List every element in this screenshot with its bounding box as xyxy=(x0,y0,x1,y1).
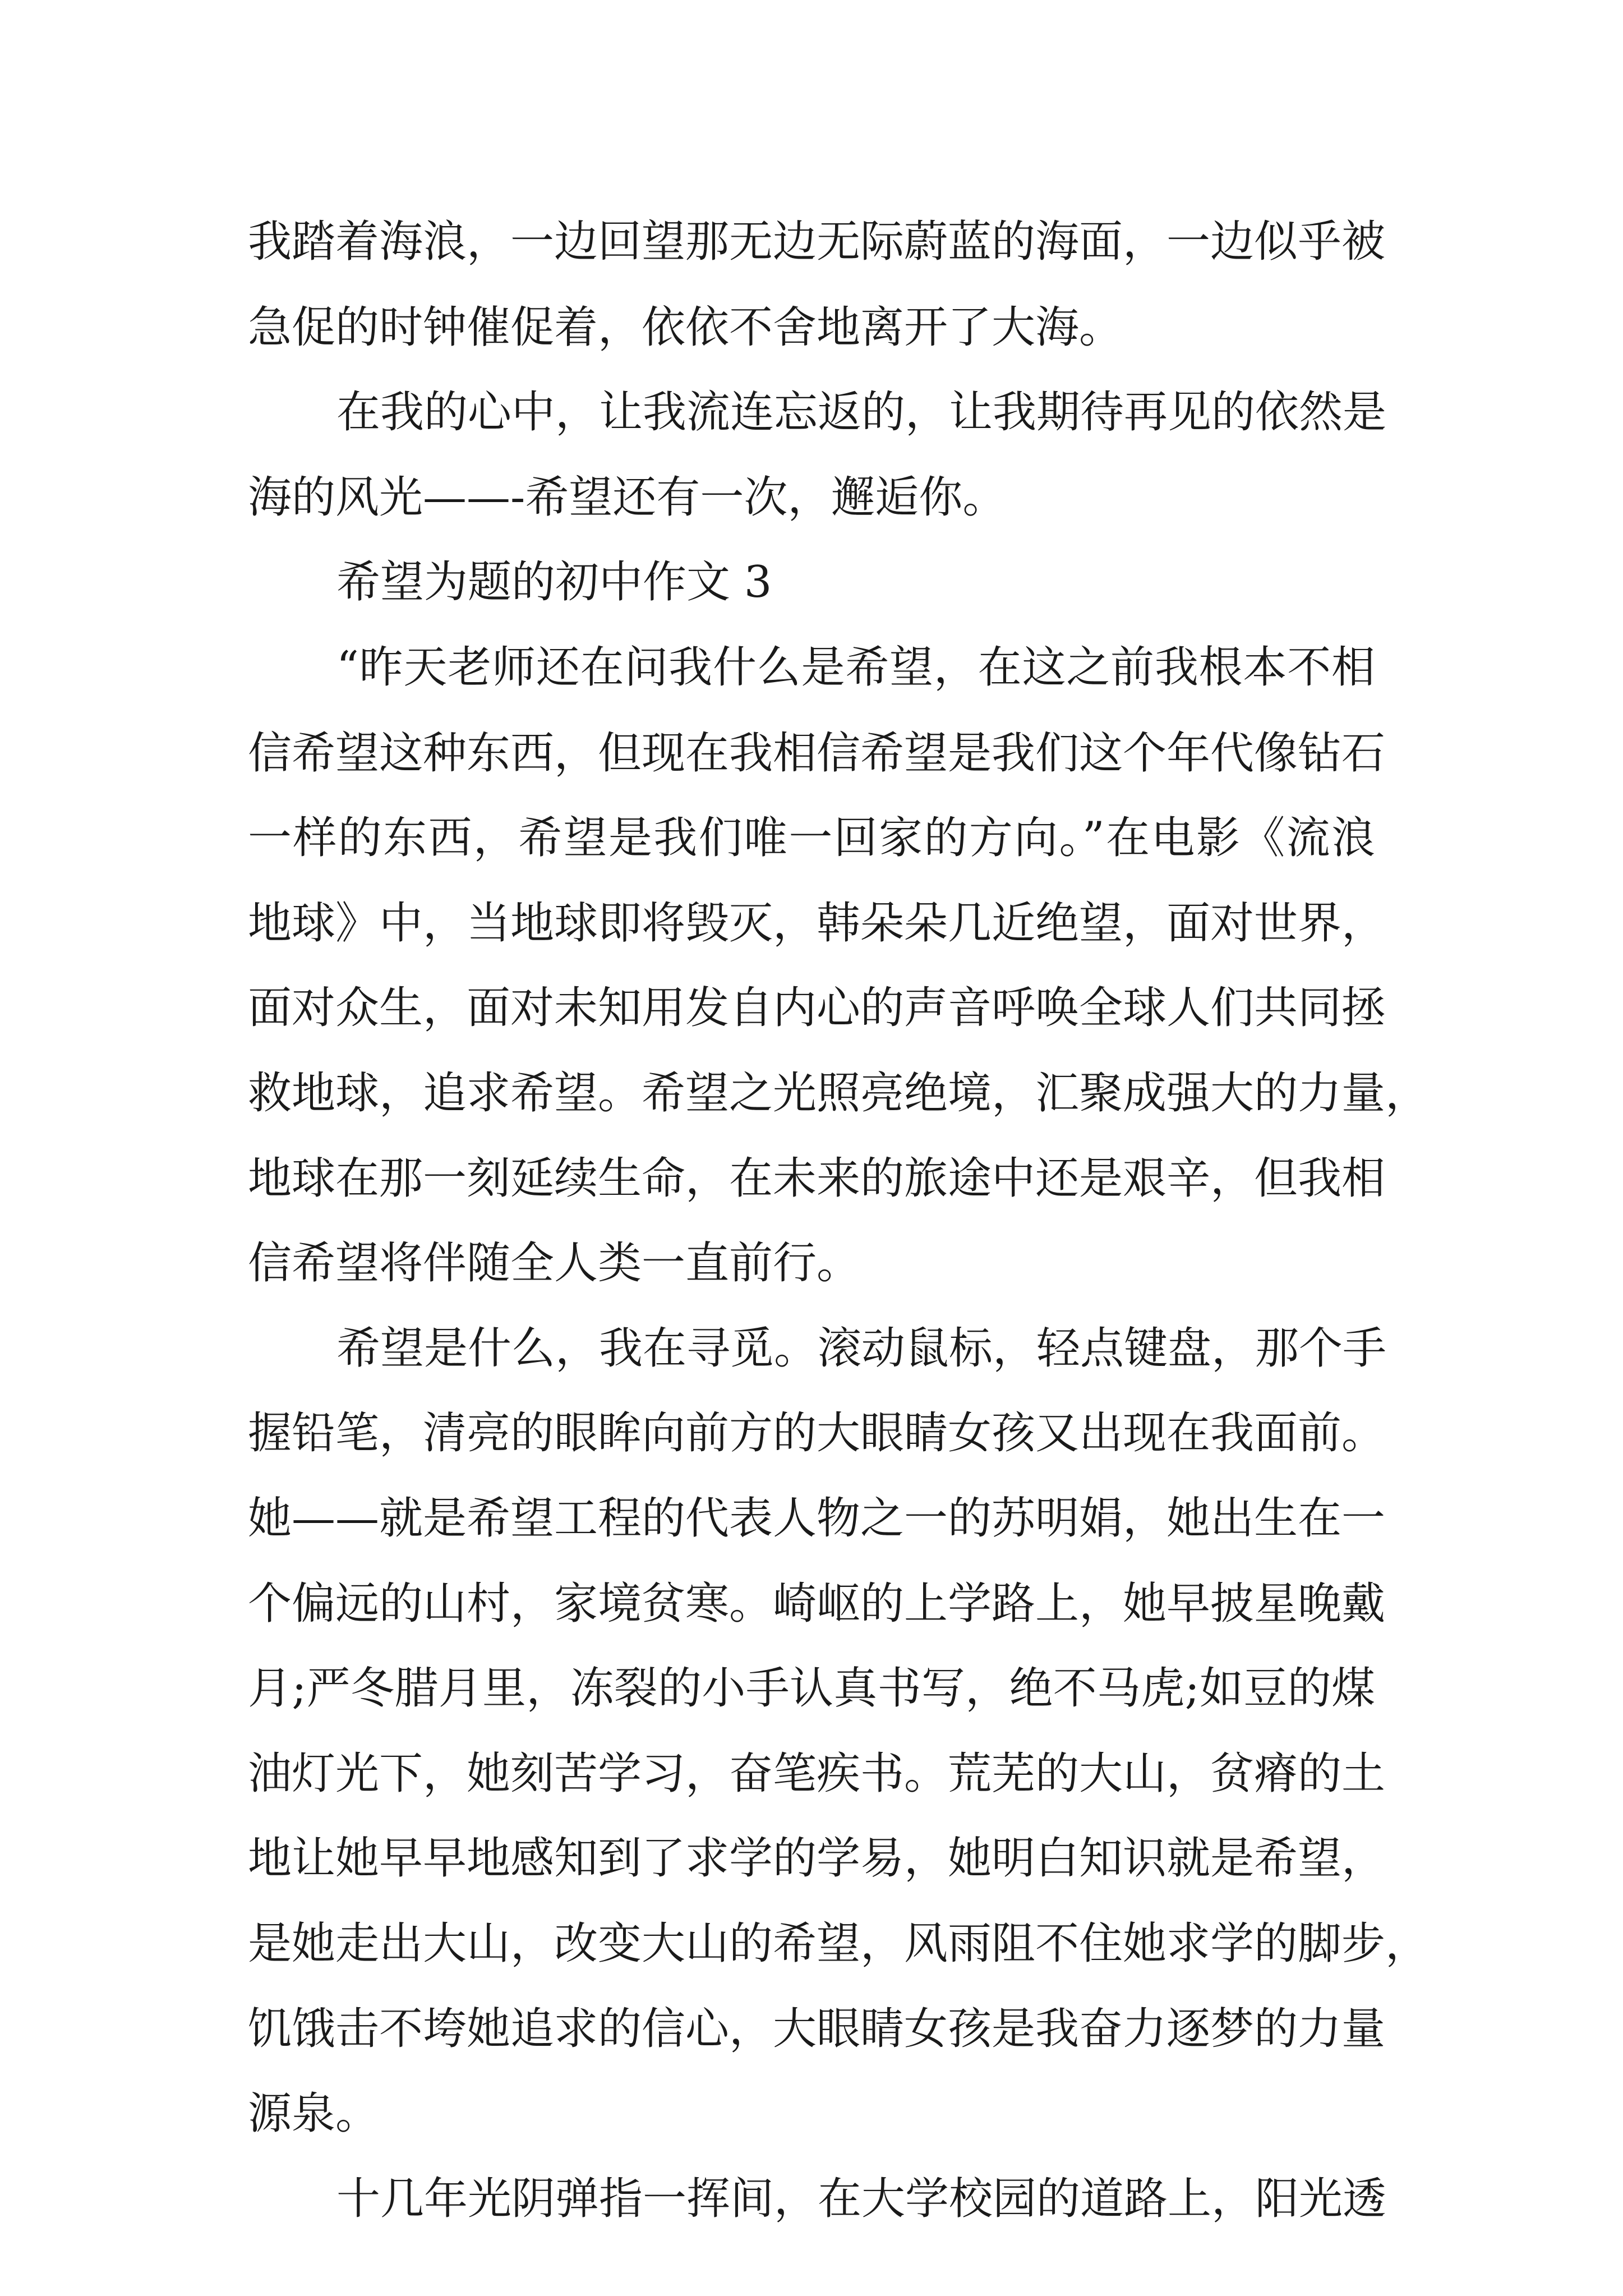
text-line: “昨天老师还在问我什么是希望，在这之前我根本不相 xyxy=(336,642,1375,693)
text-line: 地让她早早地感知到了求学的学易，她明白知识就是希望， xyxy=(248,1833,1386,1884)
text-line: 一样的东西，希望是我们唯一回家的方向。”在电影《流浪 xyxy=(248,813,1375,863)
text-line: 油灯光下，她刻苦学习，奋笔疾书。荒芜的大山，贫瘠的土 xyxy=(248,1749,1386,1799)
text-line: 月;严冬腊月里，冻裂的小手认真书写，绝不马虎;如豆的煤 xyxy=(248,1663,1375,1714)
text-line: 是她走出大山，改变大山的希望，风雨阻不住她求学的脚步， xyxy=(248,1918,1430,1969)
text-line: 我踏着海浪，一边回望那无边无际蔚蓝的海面，一边似乎被 xyxy=(248,217,1386,267)
text-line: 地球》中，当地球即将毁灭，韩朵朵几近绝望，面对世界， xyxy=(248,898,1386,949)
text-line: 信希望这种东西，但现在我相信希望是我们这个年代像钻石 xyxy=(248,728,1386,779)
text-line: 在我的心中，让我流连忘返的，让我期待再见的依然是 xyxy=(336,387,1387,438)
text-line: 十几年光阴弹指一挥间，在大学校园的道路上，阳光透 xyxy=(336,2174,1387,2224)
text-line: 握铅笔，清亮的眼眸向前方的大眼睛女孩又出现在我面前。 xyxy=(248,1408,1386,1458)
text-line: 饥饿击不垮她追求的信心，大眼睛女孩是我奋力逐梦的力量 xyxy=(248,2004,1386,2054)
text-line: 海的风光——-希望还有一次，邂逅你。 xyxy=(248,472,1007,523)
text-line: 源泉。 xyxy=(248,2088,380,2139)
text-line: 她——就是希望工程的代表人物之一的苏明娟，她出生在一 xyxy=(248,1493,1386,1544)
section-heading: 希望为题的初中作文 3 xyxy=(336,557,772,608)
text-line: 信希望将伴随全人类一直前行。 xyxy=(248,1238,861,1289)
text-line: 急促的时钟催促着，依依不舍地离开了大海。 xyxy=(248,302,1123,353)
text-line: 个偏远的山村，家境贫寒。崎岖的上学路上，她早披星晚戴 xyxy=(248,1579,1386,1629)
text-line: 面对众生，面对未知用发自内心的声音呼唤全球人们共同拯 xyxy=(248,983,1386,1033)
text-line: 地球在那一刻延续生命，在未来的旅途中还是艰辛，但我相 xyxy=(248,1153,1386,1204)
text-line: 希望是什么，我在寻觅。滚动鼠标，轻点键盘，那个手 xyxy=(336,1323,1387,1374)
text-line: 救地球，追求希望。希望之光照亮绝境，汇聚成强大的力量， xyxy=(248,1068,1430,1119)
